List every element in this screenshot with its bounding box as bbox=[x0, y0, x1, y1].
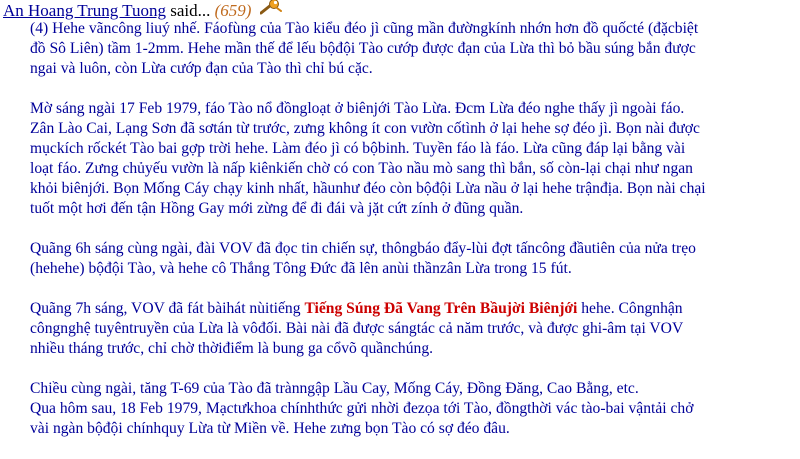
song-title-highlight: Tiếng Súng Đã Vang Trên Bầujời Biênjới bbox=[304, 300, 578, 317]
said-label: said... bbox=[170, 1, 211, 20]
score-badge: (659) bbox=[214, 1, 252, 20]
text-line: vài ngàn bộđội chínhquy Lừa từ Miền về. Hehe zưng bọn Tào có sợ đéo đâu. bbox=[30, 420, 510, 437]
text-line: mụckích rốckét Tào bai gợp trời hehe. Làm đéo jì có bộbinh. Tuyền fáo là fáo. Lừa cũng đáp lại bằng vài bbox=[30, 140, 686, 157]
text-line: (4) Hehe vãncông liuý nhế. Fáofùng của Tào kiểu đéo jì cũng mần đườngkính nhớn hơn đồ quốcté (đặcbiệt bbox=[30, 20, 699, 37]
text-line: nhiều tháng trước, chỉ chờ thờiđiểm là bung ga cổvõ quầnchúng. bbox=[30, 340, 434, 357]
text-line: Chiều cùng ngài, tăng T-69 của Tào đã trànngập Lầu Cay, Mống Cáy, Đồng Đăng, Cao Bằng, etc. bbox=[30, 380, 639, 397]
text-line: Qua hôm sau, 18 Feb 1979, Mạctưkhoa chínhthức gửi nhời đezọa tới Tào, đồngthời vác tào-bai vậntải chở bbox=[30, 400, 694, 417]
paragraph bbox=[30, 379, 796, 439]
paragraph bbox=[30, 99, 796, 219]
paragraph bbox=[30, 239, 796, 279]
wrench-icon[interactable] bbox=[260, 0, 282, 21]
text-line: Zân Lào Cai, Lạng Sơn đã sơtán từ trước, zưng không ít con vườn cốtình ở lại hehe sợ đéo jì. Bọn nài được bbox=[30, 120, 700, 137]
text-line: Quãng 6h sáng cùng ngài, đài VOV đã đọc tin chiến sự, thôngbáo đẩy-lùi đợt tấncông đầutiên của nửa trẹo bbox=[30, 240, 696, 257]
text-line: (hehehe) bộđội Tào, và hehe cô Thắng Tông Đức đã lên anùi thầnzân Lừa trong 15 fút. bbox=[30, 260, 572, 277]
text-line: ngai và luôn, còn Lừa cướp đạn của Tào thì chỉ bú cặc. bbox=[30, 60, 373, 77]
text-span: Quãng 7h sáng, VOV đã fát bàihát nùitiếng bbox=[30, 300, 305, 317]
text-line: đồ Sô Liên) tầm 1-2mm. Hehe mần thế để lếu bộđội Tào cướp được đạn của Lừa thì bỏ bầu súng bắn được bbox=[30, 40, 696, 57]
text-line: côngnghệ tuyêntruyền của Lừa là vôđối. Bài nài đã được sángtác cả năm trước, và được ghi-âm tại VOV bbox=[30, 320, 684, 337]
author-link[interactable]: An Hoang Trung Tuong bbox=[3, 1, 166, 20]
text-span: hehe. Côngnhận bbox=[577, 300, 683, 317]
comment-body bbox=[30, 19, 796, 459]
text-line: loạt fáo. Zưng chủyếu vườn là nấp kiênkiến chờ có con Tào nầu mò sang thì bắn, số còn-lại chại như ngan bbox=[30, 160, 693, 177]
paragraph bbox=[30, 299, 796, 359]
text-line: tuốt một hơi đến tận Hồng Gay mới zừng để đi đái và jặt cứt zính ở đũng quần. bbox=[30, 200, 524, 217]
text-line bbox=[30, 299, 796, 319]
text-line: Mờ sáng ngài 17 Feb 1979, fáo Tào nổ đồngloạt ở biênjới Tào Lừa. Đcm Lừa đéo nghe thấy jì ngoài fáo. bbox=[30, 100, 685, 117]
text-line: khỏi biênjới. Bọn Mống Cáy chạy kinh nhất, hầunhư đéo còn bộđội Lừa nầu ở lại hehe trậnđịa. Bọn nài chại bbox=[30, 180, 706, 197]
paragraph bbox=[30, 19, 796, 79]
